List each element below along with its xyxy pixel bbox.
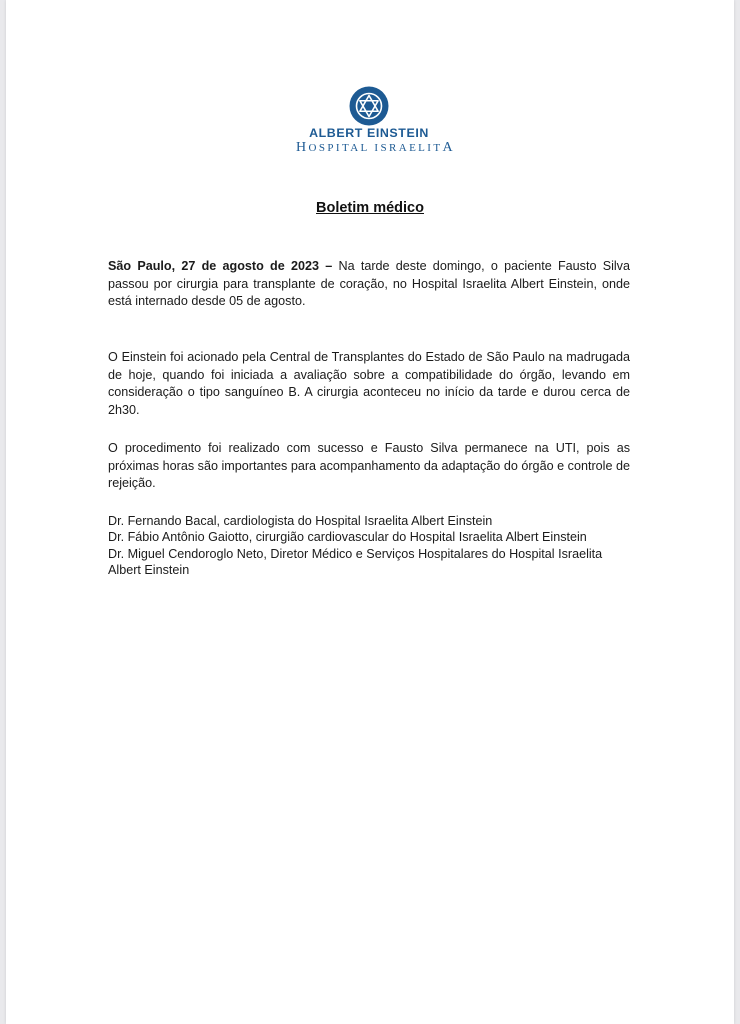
paragraph-1-text: Na tarde deste domingo, o paciente Fausto Silva passou por cirurgia para transplante de coração, no Hospital Israelita Albert Einstein, onde está internado desde 05 de agosto. — [108, 259, 630, 309]
document-title: Boletim médico — [316, 200, 424, 216]
dateline: São Paulo, 27 de agosto de 2023 – — [108, 259, 333, 273]
signature-line: Dr. Miguel Cendoroglo Neto, Diretor Médico e Serviços Hospitalares do Hospital Israelita Albert Einstein — [108, 546, 603, 578]
logo-name: ALBERT EINSTEIN — [309, 126, 429, 140]
signature-line: Dr. Fernando Bacal, cardiologista do Hospital Israelita Albert Einstein — [108, 514, 493, 528]
paragraph-3: O procedimento foi realizado com sucesso e Fausto Silva permanece na UTI, pois as próximas horas são importantes para acompanhamento da adaptação do órgão e controle de rejeição. — [108, 441, 630, 491]
logo-sub-first: H — [296, 140, 309, 155]
logo-sub-middle: OSPITAL ISRAELIT — [308, 142, 443, 154]
signature-line: Dr. Fábio Antônio Gaiotto, cirurgião cardiovascular do Hospital Israelita Albert Einstein — [108, 530, 587, 545]
signature-block — [108, 513, 630, 579]
paragraph-2: O Einstein foi acionado pela Central de Transplantes do Estado de São Paulo na madrugada de hoje, quando foi iniciada a avaliação sobre a compatibilidade do órgão, levando em consideração o tipo sanguíneo B. A cirurgia aconteceu no início da tarde e durou cerca de 2h30. — [108, 350, 630, 417]
paragraph-1 — [108, 258, 630, 311]
logo-subtitle — [296, 140, 455, 156]
logo-sub-last: A — [442, 140, 455, 155]
star-of-david-logo-icon — [349, 86, 389, 126]
